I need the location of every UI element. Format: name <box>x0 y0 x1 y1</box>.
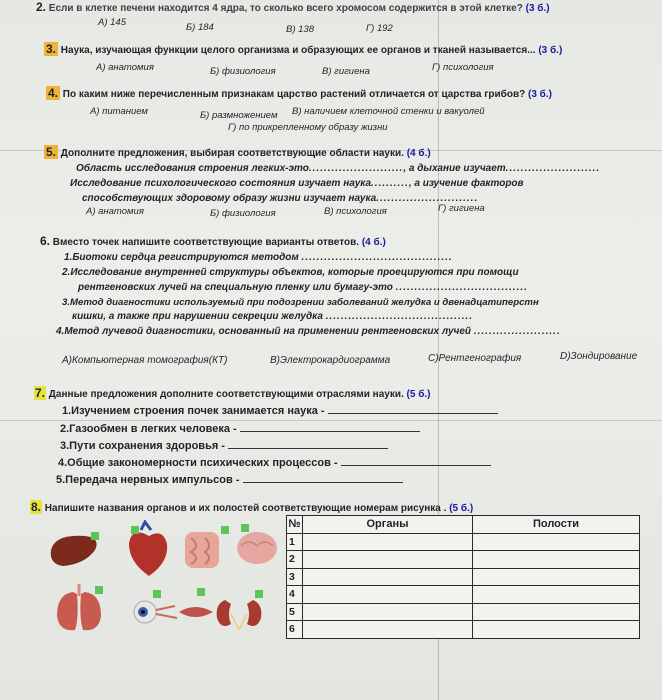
question-5-option: А) анатомия <box>86 206 144 217</box>
muscle-icon <box>179 588 213 617</box>
question-4-text: 4. По каким ниже перечисленным признакам царство растений отличается от царства грибов? (3 б.) <box>48 86 552 100</box>
cavity-answer-cell[interactable] <box>473 551 640 569</box>
question-4-option: Б) размножением <box>200 110 278 121</box>
question-5-line: Область исследования строения легких-это........................., а дыхание изучает......................... <box>76 163 601 174</box>
question-3-option: А) анатомия <box>96 62 154 73</box>
organs-picture <box>45 520 281 640</box>
question-5-line: Исследование психологического состояния изучает наука.........., а изучение факторов <box>70 178 524 189</box>
organ-answer-cell[interactable] <box>303 603 473 621</box>
question-6-item: 4.Метод лучевой диагностики, основанный на применении рентгеновских лучей ....................... <box>56 326 561 337</box>
question-5-line: способствующих здоровому образу жизни изучает наука........................... <box>82 193 479 204</box>
question-6-option: С)Рентгенография <box>428 353 522 364</box>
brain-icon <box>237 524 277 564</box>
question-8-text: 8. Напишите названия органов и их полостей соответствующие номерам рисунка . (5 б.) <box>31 500 474 514</box>
question-6-option: В)Электрокардиограмма <box>270 355 391 366</box>
cavity-answer-cell[interactable] <box>473 621 640 639</box>
question-6-item: 3.Метод диагностики используемый при подозрении заболеваний желудка и двенадцатиперстн <box>62 297 539 308</box>
organ-answer-cell[interactable] <box>303 551 473 569</box>
organ-answer-cell[interactable] <box>303 568 473 586</box>
question-6-text: 6. Вместо точек напишите соответствующие варианты ответов. (4 б.) <box>40 234 386 248</box>
question-5-option: Г) гигиена <box>438 203 485 214</box>
question-6-item: рентгеновских лучей на специальную пленку или бумагу-это ................................... <box>78 282 528 293</box>
column-header-organs: Органы <box>303 516 473 534</box>
question-7-item: 2.Газообмен в легких человека - <box>60 423 420 435</box>
table-row <box>287 551 640 569</box>
row-number: 5 <box>287 603 303 621</box>
question-6-item: кишки, а также при нарушении секреции желудка ....................................... <box>72 311 474 322</box>
table-row <box>287 586 640 604</box>
cavity-answer-cell[interactable] <box>473 533 640 551</box>
table-row <box>287 568 640 586</box>
table-row <box>287 533 640 551</box>
question-4-option: Г) по прикрепленному образу жизни <box>228 122 388 133</box>
cavity-answer-cell[interactable] <box>473 568 640 586</box>
heart-icon <box>129 522 167 576</box>
question-7-item: 3.Пути сохранения здоровья - <box>60 440 388 452</box>
eye-icon <box>134 590 177 623</box>
question-6-option: А)Компьютерная томография(КТ) <box>62 355 228 366</box>
question-2-option: В) 138 <box>286 24 314 35</box>
table-row <box>287 603 640 621</box>
organs-table <box>286 515 640 639</box>
lungs-icon <box>57 584 103 630</box>
row-number: 2 <box>287 551 303 569</box>
table-row <box>287 621 640 639</box>
question-6-item: 1.Биотоки сердца регистрируются методом ........................................ <box>64 252 453 263</box>
question-3-option: Б) физиология <box>210 66 276 77</box>
question-6-item: 2.Исследование внутренней структуры объектов, которые проецируются при помощи <box>62 267 519 278</box>
row-number: 4 <box>287 586 303 604</box>
kidneys-icon <box>217 590 263 630</box>
question-7-item: 1.Изучением строения почек занимается наука - <box>62 405 498 417</box>
fold-crease-horizontal <box>0 420 662 421</box>
question-4-option: В) наличием клеточной стенки и вакуолей <box>292 106 485 117</box>
question-5-option: Б) физиология <box>210 208 276 219</box>
question-2-option: А) 145 <box>98 17 126 28</box>
row-number: 6 <box>287 621 303 639</box>
question-2-text: 2. Если в клетке печени находится 4 ядра, то сколько всего хромосом содержится в этой клетке? (3 б.) <box>36 0 550 14</box>
cavity-answer-cell[interactable] <box>473 586 640 604</box>
question-7-item: 5.Передача нервных импульсов - <box>56 474 403 486</box>
liver-icon <box>51 532 99 566</box>
question-7-item: 4.Общие закономерности психических процессов - <box>58 457 491 469</box>
column-header-number: № <box>287 516 303 534</box>
question-6-option: D)Зондирование <box>560 351 638 362</box>
table-header-row <box>287 516 640 534</box>
intestine-icon <box>185 526 229 568</box>
column-header-cavities: Полости <box>473 516 640 534</box>
question-2-option: Г) 192 <box>366 23 393 34</box>
row-number: 1 <box>287 533 303 551</box>
question-3-option: В) гигиена <box>322 66 370 77</box>
question-5-text: 5. Дополните предложения, выбирая соответствующие области науки. (4 б.) <box>46 145 431 159</box>
question-5-option: В) психология <box>324 206 387 217</box>
question-7-text: 7. Данные предложения дополните соответствующими отраслями науки. (5 б.) <box>35 386 431 400</box>
question-4-option: А) питанием <box>90 106 148 117</box>
organ-answer-cell[interactable] <box>303 621 473 639</box>
organ-answer-cell[interactable] <box>303 586 473 604</box>
question-2-option: Б) 184 <box>186 22 214 33</box>
row-number: 3 <box>287 568 303 586</box>
question-3-text: 3. Наука, изучающая функции целого организма и образующих ее органов и тканей называется... (3 б.) <box>46 42 563 56</box>
organ-answer-cell[interactable] <box>303 533 473 551</box>
cavity-answer-cell[interactable] <box>473 603 640 621</box>
question-3-option: Г) психология <box>432 62 494 73</box>
